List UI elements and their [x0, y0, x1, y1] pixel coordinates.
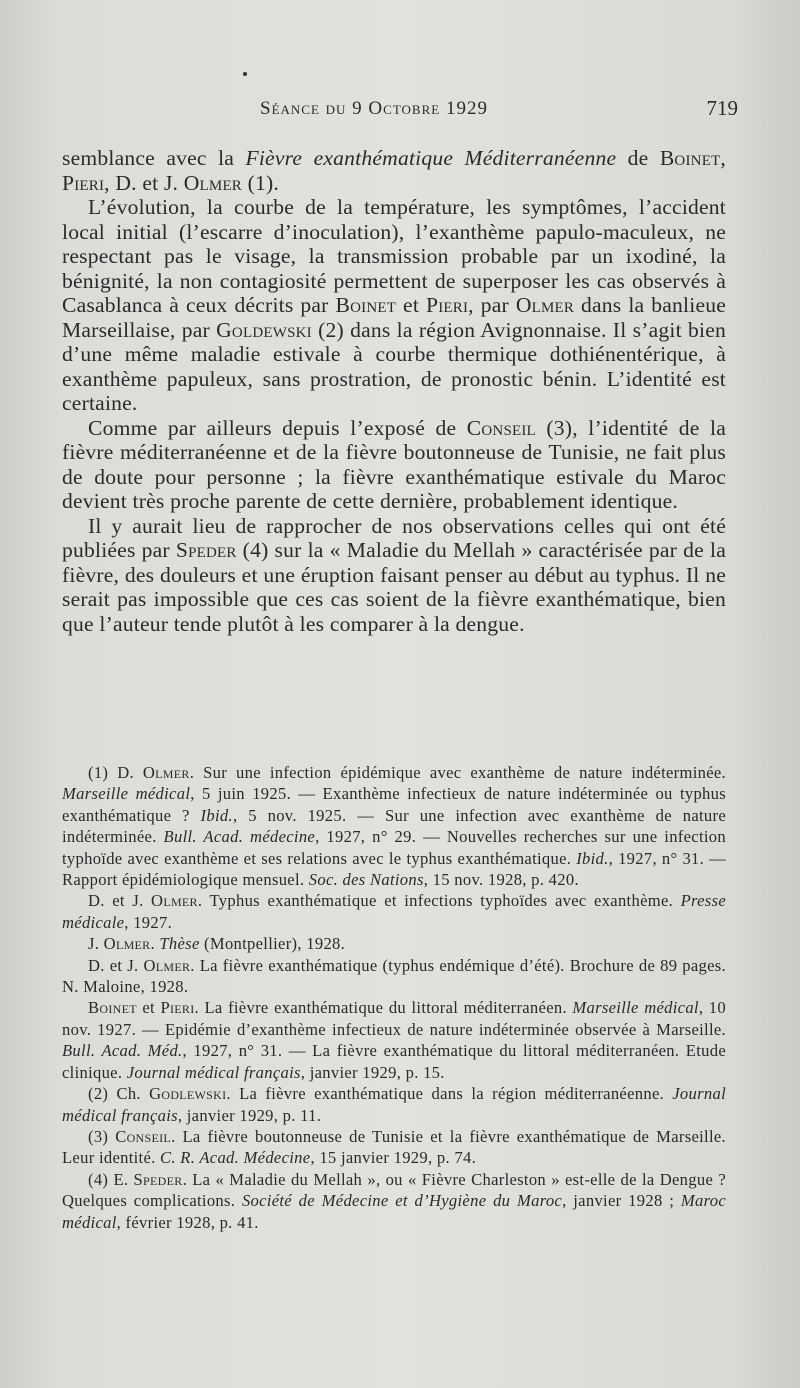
text-run: , 15 nov. 1928, p. 420. [423, 870, 579, 890]
author-name: Speder [175, 538, 237, 562]
italic-run: Journal médical français [126, 1062, 301, 1082]
text-run: , 1927, n° 31. — La fièvre exanthématique du littoral méditerranéen. Etude clinique. [62, 1041, 726, 1082]
footnote [62, 890, 726, 933]
italic-run: Bull. Acad. Méd. [62, 1041, 183, 1061]
text-run: (4) sur la « Maladie du Mellah » caractérisée par de la fièvre, des douleurs et une éruption faisant penser au début au typhus. Il ne serait pas impossible que ces cas soient de la fièvre exanthématique, bien que l’auteur tende plutôt à les comparer à la dengue. [62, 538, 726, 636]
italic-run: Ibid. [576, 848, 609, 868]
print-speck [243, 72, 247, 76]
text-run: , janvier 1928 ; [562, 1191, 681, 1211]
text-run: et [396, 293, 426, 317]
text-run: . La fièvre boutonneuse de Tunisie et la fièvre exanthématique de Marseille. Leur identité. [62, 1126, 726, 1168]
text-run: semblance avec la [62, 146, 246, 170]
italic-run: Maroc médical [62, 1191, 727, 1232]
text-run: (1) D. [88, 763, 143, 782]
text-run: , D. et J. [104, 170, 184, 195]
page-number: 719 [706, 96, 738, 120]
text-run: Comme par ailleurs depuis l’exposé de [88, 415, 467, 440]
text-run: (4) E. [88, 1169, 134, 1189]
page-header [60, 96, 740, 126]
author-name: Boinet [88, 998, 137, 1018]
text-run: (Montpellier), 1928. [199, 934, 346, 954]
text-run: . La fièvre exanthématique (typhus endémique d’été). Brochure de 89 pages. N. Maloine, 1928. [62, 955, 726, 997]
text-run: . La fièvre exanthématique du littoral méditerranéen. [194, 998, 573, 1018]
text-run: . Sur une infection épidémique avec exanthème de nature indéterminée. [189, 763, 726, 782]
author-name: Olmer [183, 170, 243, 195]
footnotes [62, 762, 726, 1233]
text-run: Il y aurait lieu de rapprocher de nos observations celles qui ont été publiées par [62, 513, 726, 562]
italic-run: Presse médicale [62, 891, 726, 932]
text-run: D. et J. [88, 955, 144, 975]
text-run: , janvier 1929, p. 15. [300, 1062, 445, 1082]
paragraph [62, 514, 726, 637]
author-name: Olmer [103, 934, 151, 954]
author-name: Olmer [151, 891, 198, 911]
text-run: dans la banlieue Marseillaise, par [62, 293, 727, 342]
author-name: Pieri [425, 293, 469, 317]
italic-run: Marseille médical [572, 998, 699, 1018]
author-name: Conseil [466, 415, 536, 440]
text-run: . Typhus exanthématique et infections typhoïdes avec exanthème. [197, 891, 681, 911]
footnote [62, 997, 726, 1083]
author-name: Godlewski [149, 1084, 227, 1104]
text-run: (1). [242, 170, 279, 195]
text-run: L’évolution, la courbe de la température, les symptômes, l’accident local initial (l’escarre d’inoculation), l’exanthème papulo-maculeux, ne respectant pas le visage, la transmission probable par un ixodiné, la bénignité, la non contagiosité permettent de superposer les cas observés à Casablanca à ceux décrits par [62, 195, 726, 317]
author-name: Olmer [515, 293, 575, 317]
running-title: Séance du 9 Octobre 1929 [260, 98, 488, 119]
text-run: (3), l’identité de la fièvre méditerranéenne et de la fièvre boutonneuse de Tunisie, ne fait plus de doute pour personne ; la fièvre exanthématique estivale du Maroc devient très proche parente de cette dernière, probablement identique. [62, 415, 726, 513]
paragraph [62, 416, 726, 514]
text-run: (3) [88, 1126, 116, 1146]
author-name: Goldewski [216, 317, 312, 342]
italic-run: Bull. Acad. médecine, [163, 827, 320, 847]
author-name: Pieri [160, 998, 195, 1018]
author-name: Olmer [143, 955, 191, 975]
italic-run: Ibid. [200, 805, 233, 825]
text-run: . [150, 934, 160, 954]
text-run: . La « Maladie du Mellah », ou « Fièvre Charleston » est-elle de la Dengue ? Quelques complications. [62, 1169, 726, 1211]
text-run: D. et J. [88, 891, 152, 911]
text-run: (2) Ch. [88, 1084, 150, 1104]
author-name: Boinet [335, 293, 397, 317]
text-run: , 10 nov. 1927. — Epidémie d’exanthème infectieux de nature indéterminée observée à Marseille. [62, 998, 726, 1039]
footnote [62, 933, 726, 954]
text-run: , 15 janvier 1929, p. 74. [310, 1148, 477, 1168]
text-run: 1927, n° 29. — Nouvelles recherches sur une infection typhoïde avec exanthème et ses relations avec le typhus exanthématique. [62, 827, 726, 868]
text-run: de [616, 146, 660, 170]
text-run: , par [468, 293, 516, 317]
italic-run: Soc. des Nations [308, 870, 424, 890]
text-run: et [136, 998, 161, 1018]
footnote [62, 762, 726, 890]
text-run: J. [88, 934, 104, 954]
footnote [62, 955, 726, 998]
italic-run: Fièvre exanthématique Méditerranéenne [245, 146, 617, 170]
main-text [62, 146, 726, 636]
italic-run: Société de Médecine et d’Hygiène du Maroc [241, 1191, 563, 1211]
text-run: , 5 nov. 1925. — Sur une infection avec exanthème de nature indéterminée. [62, 805, 726, 847]
text-run: , février 1928, p. 41. [116, 1212, 259, 1232]
footnote [62, 1126, 726, 1169]
italic-run: Journal médical français [62, 1084, 726, 1125]
text-run: , 1927. [124, 912, 173, 932]
text-run: , 1927, n° 31. — Rapport épidémiologique mensuel. [62, 848, 726, 890]
paragraph [62, 195, 726, 416]
author-name: Boinet, Pieri [62, 146, 727, 195]
text-run: . La fièvre exanthématique dans la région méditerranéenne. [226, 1084, 673, 1104]
author-name: Conseil [115, 1126, 172, 1146]
footnote [62, 1169, 726, 1233]
text-run: (2) dans la région Avignonnaise. Il s’agit bien d’une même maladie estivale à courbe thermique dothiénentérique, à exanthème papuleux, sans prostration, de pronostic bénin. L’identité est certaine. [62, 317, 726, 415]
author-name: Olmer [142, 763, 190, 782]
author-name: Speder [133, 1169, 183, 1189]
italic-run: Thèse [159, 934, 200, 954]
text-run: , 5 juin 1925. — Exanthème infectieux de nature indéterminée ou typhus exanthématique ? [62, 784, 727, 825]
text-run: , janvier 1929, p. 11. [177, 1105, 322, 1125]
italic-run: C. R. Acad. Médecine [160, 1148, 311, 1168]
paragraph [62, 146, 726, 195]
italic-run: Marseille médical [62, 784, 191, 804]
footnote [62, 1083, 726, 1126]
